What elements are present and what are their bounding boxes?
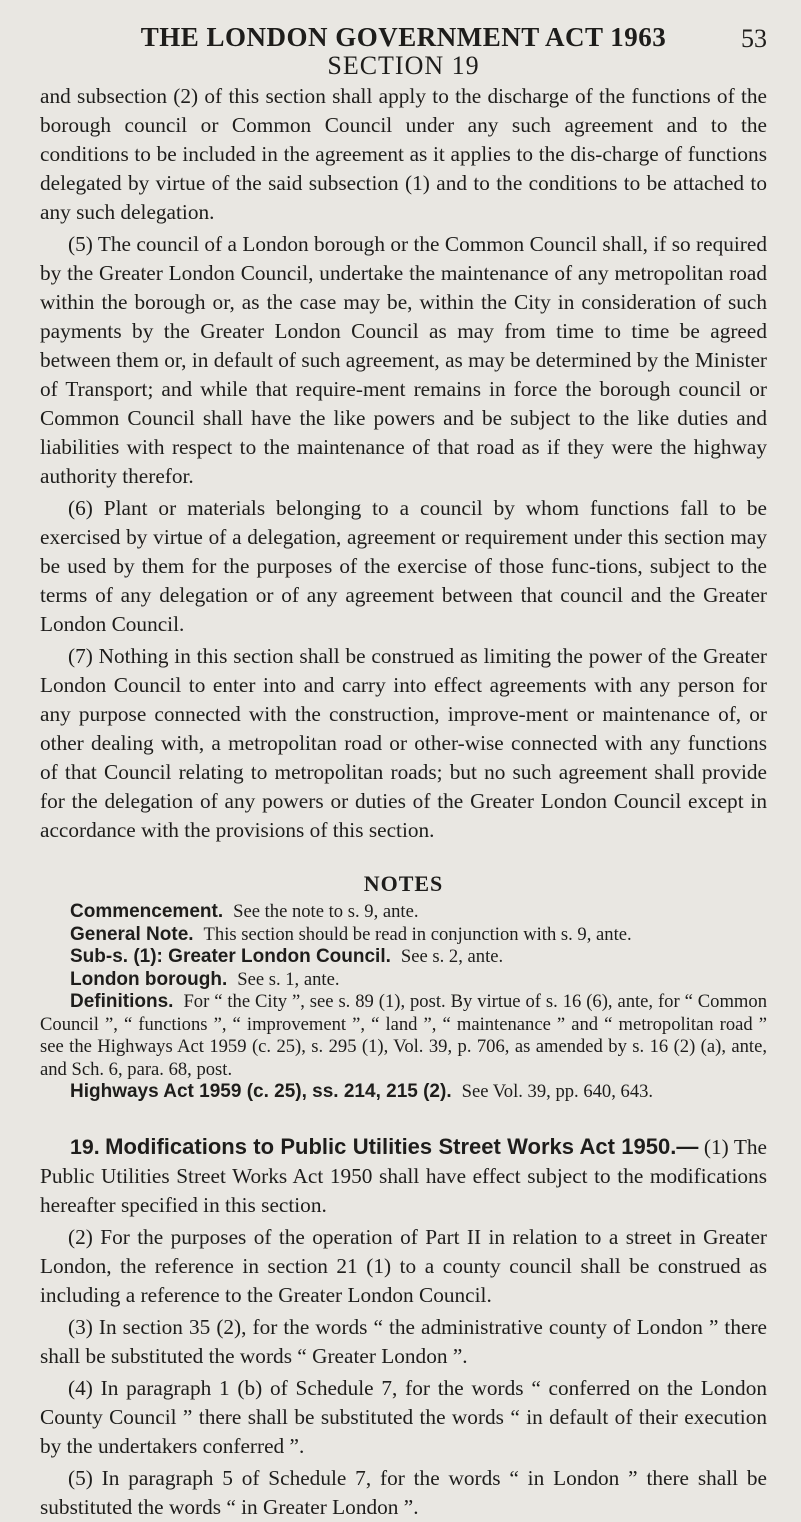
running-head [40,0,767,82]
note-lead: Commencement. [70,901,224,922]
note-item [40,991,767,1081]
section-intro: (1) The Public Utilities Street Works Act 1950 shall have effect subject to the modifications hereafter specified in this section. [40,1134,768,1217]
note-lead: London borough. [70,968,228,990]
running-title: THE LONDON GOVERNMENT ACT 1963 [140,22,667,52]
note-lead: Highways Act 1959 (c. 25), ss. 214, 215 (2). [70,1081,452,1102]
section-19 [40,1132,767,1522]
body-paragraph: (4) In paragraph 1 (b) of Schedule 7, for the words “ conferred on the London County Council ” there shall be substituted the words “ in default of their execution by the undertakers conferred ”. [40,1375,767,1458]
note-lead: Sub-s. (1): Greater London Council. [70,946,391,967]
note-item [40,969,767,992]
note-text: For “ the City ”, see s. 89 (1), post. By virtue of s. 16 (6), ante, for “ Common Council ”, “ functions ”, “ improvement ”, “ land ”, “ maintenance ” and “ metropolitan road ” see the Highways Act 1959 (c. 25), s. 295 (1), Vol. 39, p. 706, as amended by s. 16 (2) (a), ante, and Sch. 6, para. 68, post. [40,991,767,1080]
notes-block [40,871,767,1104]
note-item [40,946,767,969]
note-text: This section should be read in conjunction with s. 9, ante. [203,923,632,945]
note-lead: General Note. [70,923,194,945]
section-19-heading [40,1132,767,1220]
note-item [40,1081,767,1104]
section-number: 19. [70,1134,100,1159]
note-text: See Vol. 39, pp. 640, 643. [461,1081,654,1102]
note-text: See the note to s. 9, ante. [233,901,419,922]
body-paragraph: (6) Plant or materials belonging to a council by whom functions fall to be exercised by virtue of a delegation, agreement or requirement under this section may be used by them for the purposes of the exercise of those func-tions, subject to the terms of any delegation or of any agreement between that council and the Greater London Council. [40,496,767,636]
section-18-continuation [40,82,767,845]
body-paragraph: (3) In section 35 (2), for the words “ the administrative county of London ” there shall be substituted the words “ Greater London ”. [40,1314,767,1368]
body-paragraph: and subsection (2) of this section shall apply to the discharge of the functions of the borough council or Common Council under any such agreement and to the conditions to be included in the agreement as it applies to the dis-charge of functions delegated by virtue of the said subsection (1) and to the conditions to be attached to any such delegation. [40,84,767,224]
page-number: 53 [741,24,767,53]
note-item [40,901,767,924]
body-paragraph: (5) The council of a London borough or the Common Council shall, if so required by the Greater London Council, undertake the maintenance of any metropolitan road within the borough or, as the case may be, within the City in consideration of such payments by the Greater London Council as may from time to time be agreed between them or, in default of such agreement, as may be determined by the Minister of Transport; and while that require-ment remains in force the borough council or Common Council shall have the like powers and be subject to the like duties and liabilities with respect to the maintenance of that road as if they were the highway authority therefor. [40,232,767,488]
notes-heading: NOTES [363,871,444,896]
note-item [40,924,767,947]
section-title: Modifications to Public Utilities Street Works Act 1950.— [105,1133,699,1159]
body-paragraph: (2) For the purposes of the operation of Part II in relation to a street in Greater London, the reference in section 21 (1) to a county council shall be construed as including a reference to the Greater London Council. [40,1224,767,1307]
body-paragraph: (5) In paragraph 5 of Schedule 7, for the words “ in London ” there shall be substituted the words “ in Greater London ”. [40,1465,767,1519]
note-text: See s. 2, ante. [400,946,504,967]
note-text: See s. 1, ante. [237,968,340,990]
note-lead: Definitions. [70,991,174,1012]
body-paragraph: (7) Nothing in this section shall be construed as limiting the power of the Greater London Council to enter into and carry into effect agreements with any person for any purpose connected with the construction, improve-ment or maintenance of, or other dealing with, a metropolitan road or other-wise connected with any functions of that Council relating to metropolitan roads; but no such agreement shall provide for the delegation of any powers or duties of the Greater London Council except in accordance with the provisions of this section. [40,644,767,842]
section-label: SECTION 19 [327,51,480,80]
